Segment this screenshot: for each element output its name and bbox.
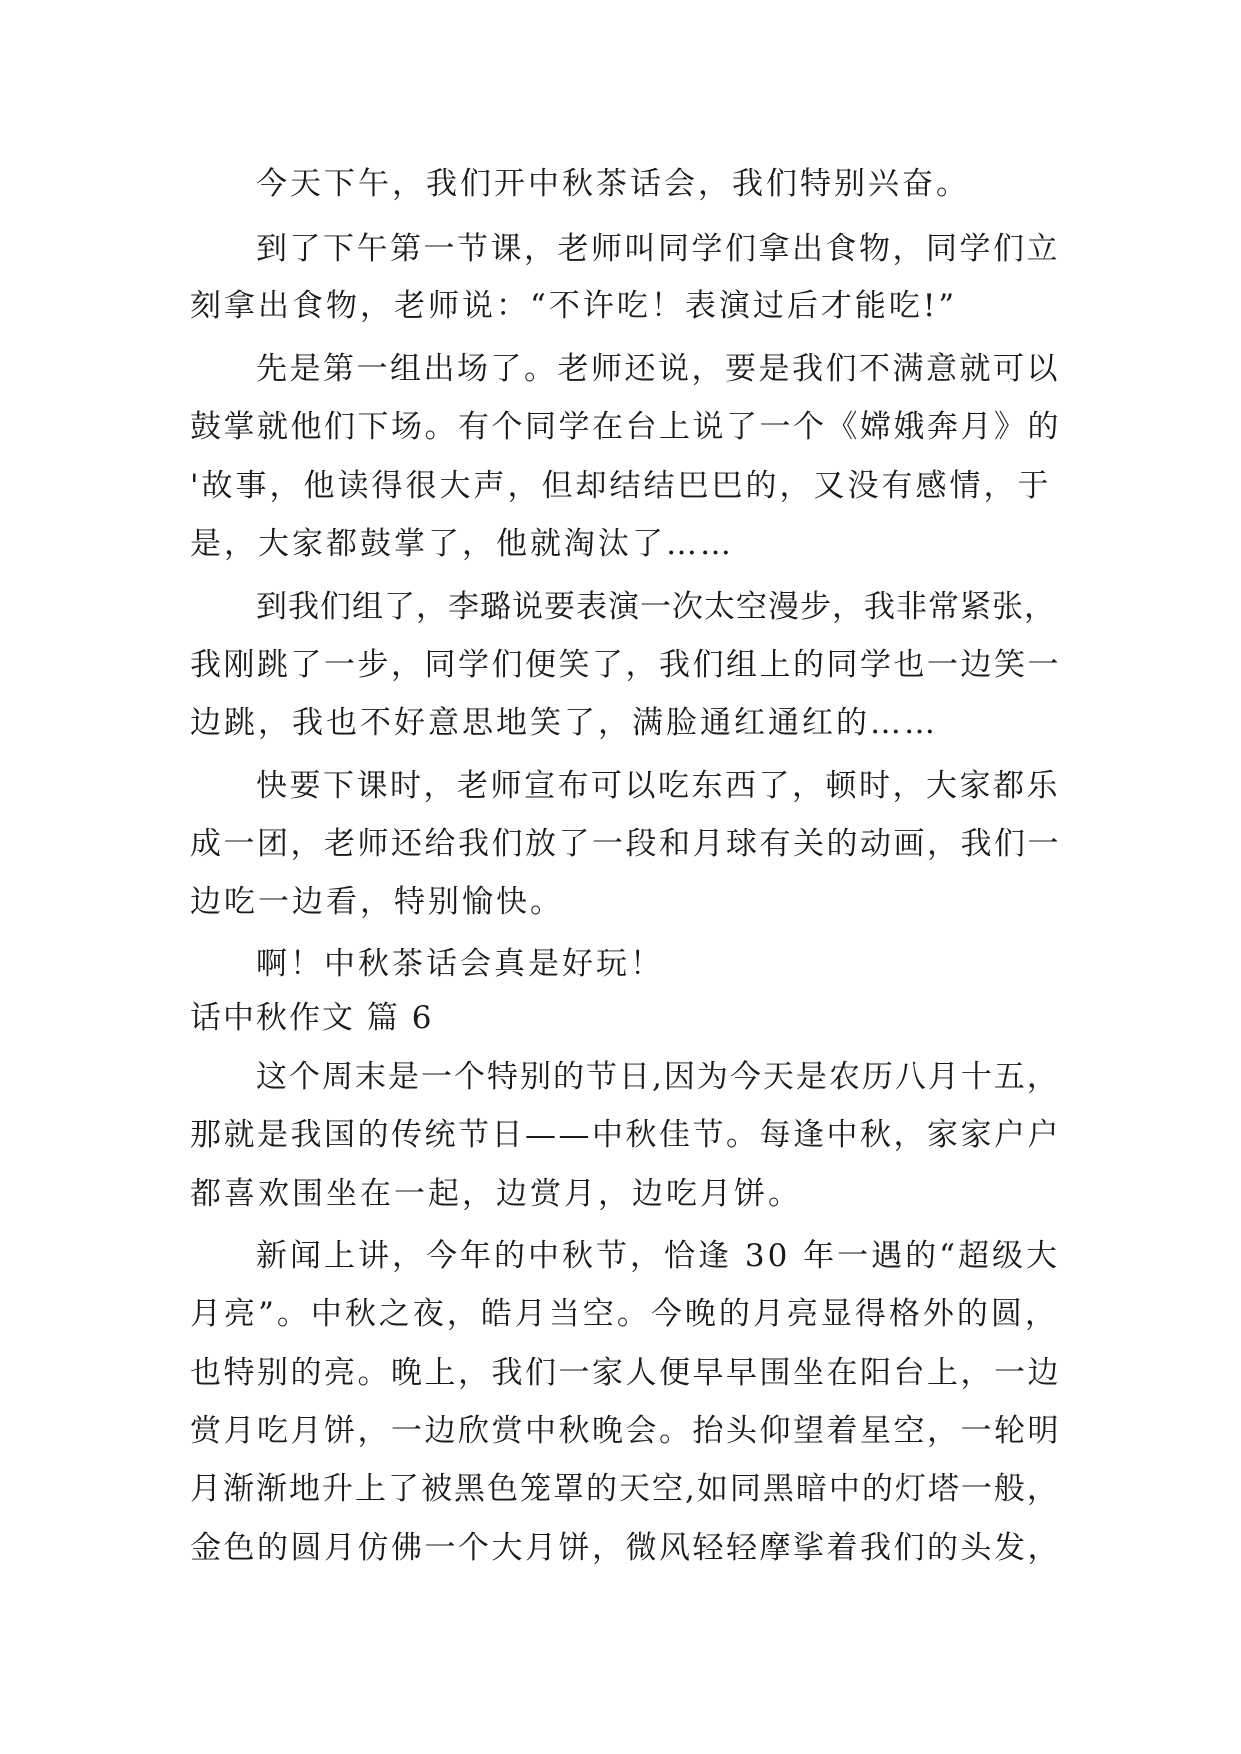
paragraph-line: 刻拿出食物，老师说：“不许吃！表演过后才能吃!” — [190, 288, 958, 324]
paragraph-line: 金色的圆月仿佛一个大月饼，微风轻轻摩挲着我们的头发， — [190, 1530, 1061, 1566]
paragraph-line: 都喜欢围坐在一起，边赏月，边吃月饼。 — [190, 1176, 802, 1212]
paragraph-line: 今天下午，我们开中秋茶话会，我们特别兴奋。 — [256, 166, 970, 202]
paragraph-line: 月亮”。中秋之夜，皓月当空。今晚的月亮显得格外的圆， — [190, 1296, 1059, 1332]
paragraph-line: 边吃一边看，特别愉快。 — [190, 884, 564, 920]
paragraph-line: 到我们组了，李璐说要表演一次太空漫步，我非常紧张， — [256, 589, 1056, 625]
paragraph-line: 边跳，我也不好意思地笑了，满脸通红通红的…… — [190, 705, 938, 741]
paragraph-line: 新闻上讲，今年的中秋节，恰逢 30 年一遇的“超级大 — [256, 1238, 1061, 1274]
paragraph-line: 赏月吃月饼，一边欣赏中秋晚会。抬头仰望着星空，一轮明 — [190, 1413, 1061, 1449]
paragraph-line: 我刚跳了一步，同学们便笑了，我们组上的同学也一边笑一 — [190, 647, 1061, 683]
paragraph-line: 这个周末是一个特别的节日,因为今天是农历八月十五， — [256, 1059, 1060, 1095]
paragraph-line: 成一团，老师还给我们放了一段和月球有关的动画，我们一 — [190, 826, 1061, 862]
paragraph-line: 先是第一组出场了。老师还说，要是我们不满意就可以 — [256, 351, 1060, 387]
paragraph-line: 也特别的亮。晚上，我们一家人便早早围坐在阳台上，一边 — [190, 1355, 1061, 1391]
paragraph-line: 啊！中秋茶话会真是好玩！ — [256, 946, 664, 982]
paragraph-line: 到了下午第一节课，老师叫同学们拿出食物，同学们立 — [256, 231, 1060, 267]
section-heading: 话中秋作文 篇 6 — [190, 1000, 434, 1036]
paragraph-line: 月渐渐地升上了被黑色笼罩的天空,如同黑暗中的灯塔一般， — [190, 1471, 1060, 1507]
paragraph-line: 那就是我国的传统节日——中秋佳节。每逢中秋，家家户户 — [190, 1117, 1061, 1153]
paragraph-line: 鼓掌就他们下场。有个同学在台上说了一个《嫦娥奔月》的 — [190, 409, 1061, 445]
paragraph-line: 是，大家都鼓掌了，他就淘汰了…… — [190, 526, 734, 562]
paragraph-line: 快要下课时，老师宣布可以吃东西了，顿时，大家都乐 — [256, 768, 1060, 804]
paragraph-line: '故事，他读得很大声，但却结结巴巴的，又没有感情，于 — [190, 468, 1052, 504]
